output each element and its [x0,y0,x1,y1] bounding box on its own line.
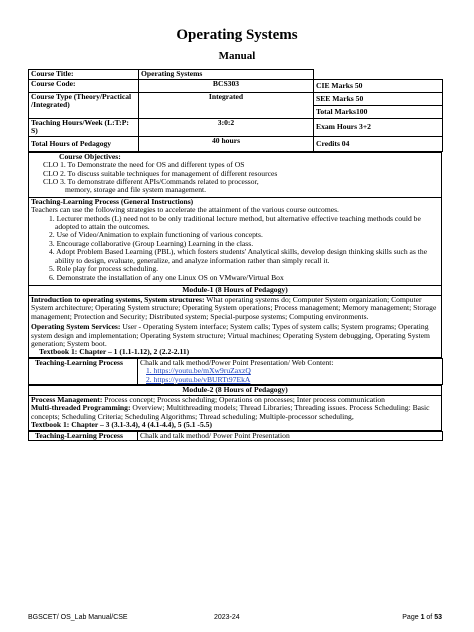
course-code-value: BCS303 [139,80,314,93]
total-pages: 53 [434,614,442,621]
pedagogy-hours-value: 40 hours [139,136,314,151]
module1-topic-2: Operating System Services: [31,322,121,332]
objective-item: memory, storage and file system management. [65,185,207,195]
page-title: Operating Systems [176,27,298,43]
footer-year: 2023-24 [214,614,240,621]
module1-tlp-table [28,358,443,385]
course-info-table [28,69,443,152]
module2-topic-1: Process Management: [31,394,103,404]
module2-topic-2-text: Overview; Multithreading models; Thread Libraries; Threading issues. Process Scheduling: Basic concepts; Scheduling Criteria; Scheduling Algorithms; Thread scheduling; Multiple-processor scheduling, [31,403,430,421]
tlp-item: 4. Adopt Problem Based Learning (PBL), which fosters students' Analytical skills, develop design thinking skills such as the ability to design, evaluate, generalize, and analyze information rather than simply recall it. [49,247,428,265]
module2-tlp-label: Teaching-Learning Process [29,431,138,440]
teaching-learning-cell [29,197,442,285]
module1-tlp-text: Chalk and talk method/Power Point Presentation/ Web Content: [140,357,334,367]
module1-content [29,295,442,357]
course-objectives-cell [29,152,442,197]
module2-tlp-table [28,431,443,441]
syllabus-document [28,69,442,441]
course-title-value: Operating Systems [139,70,314,80]
objective-item: CLO 3. To demonstrate different APIs/Commands related to processor, [43,177,259,187]
footer-document-id: BGSCET/ OS_Lab Manual/CSE [28,614,128,621]
teaching-hours-label: Teaching Hours/Week (L:T:P: S) [29,119,139,137]
module1-textbook: Textbook 1: Chapter – 1 (1.1-1.12), 2 (2.2-2.11) [39,347,190,357]
tlp-item: 6. Demonstrate the installation of any one Linux OS on VMware/Virtual Box [49,272,284,282]
pedagogy-hours-label: Total Hours of Pedagogy [29,136,139,151]
module2-topic-2: Multi-threaded Programming: [31,403,131,413]
module2-table [28,385,442,431]
course-title-label: Course Title: [29,70,139,80]
module2-tlp-text: Chalk and talk method/ Power Point Presentation [138,431,443,440]
course-type-value: Integrated [139,93,314,119]
tlp-intro: Teachers can use the following strategies to accelerate the attainment of the various course outcomes. [31,205,339,215]
see-marks: SEE Marks 50 [314,93,443,106]
tlp-item: 2. Use of Video/Animation to explain functioning of various concepts. [49,230,263,240]
objective-item: CLO 2. To discuss suitable techniques for management of different resources [43,168,278,178]
module1-topic-2-text: User - Operating System interface; System calls; Types of system calls; System programs; Operating system design and implementation; Operating System structure; Virtual machines; Operating System debugging, Operating System generation; System boot. [31,322,430,348]
teaching-hours-value: 3:0:2 [139,119,314,137]
video-link-1[interactable]: 1. https://youtu.be/mXw9ruZaxzQ [146,366,251,376]
module1-heading: Module-1 (8 Hours of Pedagogy) [29,285,442,295]
tlp-item: 3. Encourage collaborative (Group Learning) Learning in the class. [49,238,254,248]
tlp-item: 1. Lecturer methods (L) need not to be only traditional lecture method, but alternative effective teaching methods could be adopted to attain the outcomes. [49,213,421,232]
current-page: 1 [420,614,425,621]
course-code-label: Course Code: [29,80,139,93]
video-link-2[interactable]: 2. https://youtu.be/vBURTt97EkA [146,374,251,384]
tlp-item: 5. Role play for process scheduling. [49,264,159,274]
module2-topic-1-text: Process concept; Process scheduling; Operations on processes; Inter process communication [102,394,385,404]
exam-hours: Exam Hours 3+2 [314,119,443,137]
tlp-heading: Teaching-Learning Process (General Instructions) [31,196,194,206]
module1-tlp-label: Teaching-Learning Process [29,358,138,384]
objectives-table [28,152,442,358]
module2-textbook: Textbook 1: Chapter – 3 (3.1-3.4), 4 (4.1-4.4), 5 (5.1 -5.5) [31,420,212,430]
module2-heading: Module-2 (8 Hours of Pedagogy) [29,385,442,395]
objectives-heading: Course Objectives: [59,151,121,161]
cie-marks: CIE Marks 50 [314,80,443,93]
course-type-label: Course Type (Theory/Practical /Integrated) [29,93,139,119]
document-subtitle: Manual [218,50,256,62]
module2-content [29,395,442,430]
module1-tlp-content [138,358,443,384]
footer-page-number: Page 1 of 53 [402,614,442,621]
credits: Credits 04 [314,136,443,151]
module1-topic-1: Introduction to operating systems, System structures: [31,294,205,304]
module1-topic-1-text: What operating systems do; Computer System organization; Computer System architecture; Operating System structure; Operating System operations; Process management; Memory management; Storage management; Protection and Security; Distributed system; Special-purpose systems; Computing environments. [31,294,437,321]
objective-item: CLO 1. To Demonstrate the need for OS and different types of OS [43,160,245,170]
total-marks: Total Marks100 [314,106,443,119]
